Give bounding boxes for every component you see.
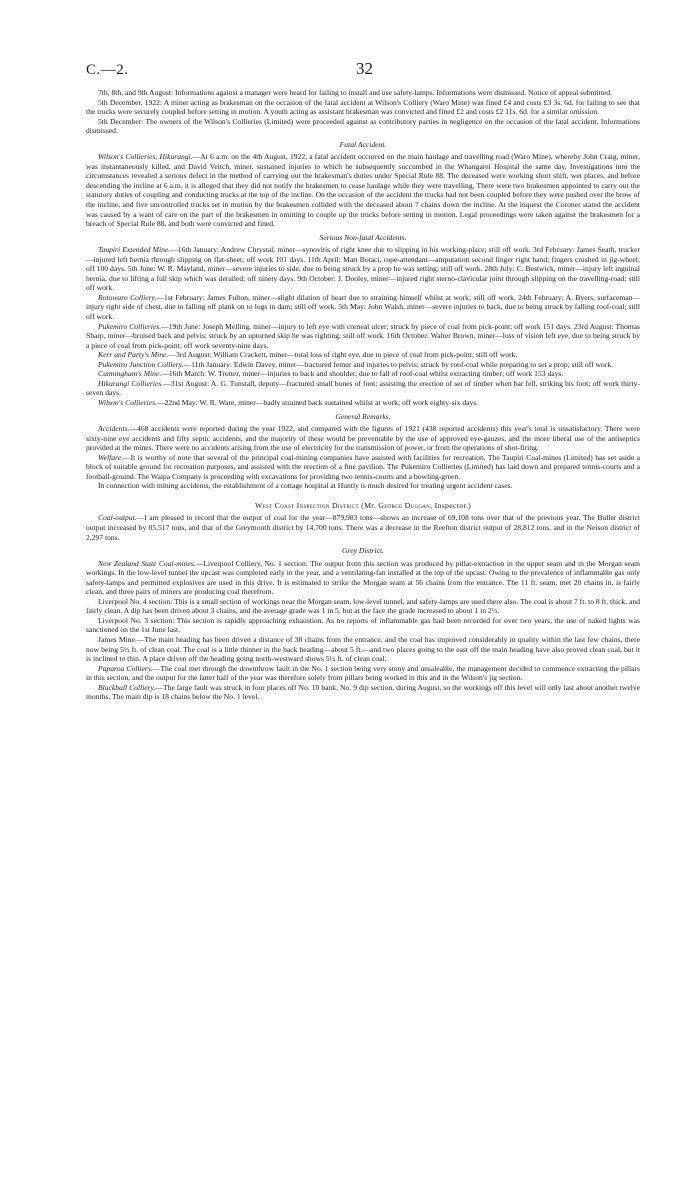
list-item [86,664,640,683]
section-heading-nonfatal: Serious Non-fatal Accidents. [319,232,407,242]
list-item [86,369,640,379]
district-name: West Coast Inspection District [254,500,359,510]
list-item [86,398,640,408]
item-text: Liverpool No. 3 section: This section is rapidly approaching exhaustion. As no reports of inflammable gas had been recorded for over two years, the use of naked lights was sanctioned on the 1st June last. [86,615,640,635]
item-text: —3rd August: William Crackett, miner—total loss of right eye, due to piece of coal from pick-point; still off work. [168,350,518,360]
item-lead: Cunningham's Mine. [98,369,162,379]
list-item [86,379,640,398]
document-reference: C.—2. [86,62,129,78]
paragraph-lead: Wilson's Collieries, Hikurangi. [98,152,193,162]
list-item [86,559,640,597]
paragraph: 7th, 8th, and 9th August: Informations against a manager were heard for failing to install and use safety-lamps. Informations were dismissed. Notice of appeal submitted. [98,88,612,97]
item-lead: Welfare. [98,452,123,462]
item-lead: Paparoa Colliery. [98,663,153,673]
item-text: —22nd May: W. R. Ware, miner—badly strained back sustained whilst at work; off work eighty-six days. [157,397,479,407]
list-item [86,683,640,702]
item-lead: Rotowaro Colliery. [98,292,157,302]
item-text: —The coal met through the downthrow fault in the No. 1 section being very stony and unsaleable, the management decided to commence extracting the pillars in this section, and the output for the latter half of the year was therefore solely from pillars being worked in this and in the Wilson's jig section. [86,663,641,683]
district-title [86,501,640,511]
list-item [86,350,640,360]
paragraph-body: —I am pleased to record that the output of coal for the year—879,983 tons—shows an increase of 69,108 tons over that of the previous year. The Buller district output increased by 85,517 tons, and that of the Greymouth district by 14,700 tons. There was a decrease in the Reefton district output of 28,812 tons, and in the Neison district of 2,297 tons. [86,513,640,542]
fatal-accident-paragraph [86,152,640,228]
paragraph-lead: Coal-output. [98,513,137,523]
list-item [86,293,640,322]
item-lead: Taupiri Extended Mine. [98,245,171,255]
list-item [86,481,640,491]
item-text: —16th January: Andrew Chrystal, miner—synovitis of right knee due to slipping in his working-place; still off work. 3rd February: James Seath, trucker—injured left hernia through slipping on flat-sheet; off work 101 days. 11th April: Matt Botaci, rope-attendant—amputation second finger right hand; fingers crushed in jig-wheel; off 100 days. 5th June: W. R. Mayland, miner—severe injuries to side, due to being struck by a prop he was setting; still off work. 28th July: C. Bestwick, miner—injury left inguinal hernia, due to lifting a full skip which was derailed; off ninety days. 9th October: J. Dooley, miner—injured right sterno-clavicular joint through slipping on the travelling-road; still off work. [86,245,640,293]
paragraph: 5th December, 1922: A miner acting as brakesman on the occasion of the fatal accident at Wilson's Colliery (Waro Mine) was fined £4 and costs £3 3s. 6d. for failing to see that the trucks were securely coupled before setting in motion. A youth acting as assistant brakesman was convicted and fined £2 and costs £2 11s. 6d. for a similar omission. [86,97,640,117]
item-text: —The large fault was struck in four places off No. 10 bank, No. 9 dip section, during August, so the workings off this level will only last about another twelve months. The main dip is 18 chains below the No. 1 level. [86,682,640,702]
title-prefix: (Mr. [361,500,379,510]
list-item [86,453,640,482]
paragraph: 5th December: The owners of the Wilson's Collieries (Limited) were proceeded against as contributory parties in negligence on the occasion of the fatal accident. Informations dismissed. [86,116,640,136]
item-text: Liverpool No. 4 section: This is a small section of workings near the Morgan seam, low-level tunnel, and safety-lamps are used there also. The coal is about 7 ft. to 8 ft. thick, and fairly clean. A dip has been driven about 3 chains, and the average grade was 1 in 5, but at the face the grade increased to about 1 in 2½. [86,596,640,616]
item-text: —16th March: W. Trotter, miner—injuries to back and shoulder, due to fall of roof-coal whilst extracting timber; off work 153 days. [161,369,564,379]
item-lead: Pukemiro Junction Colliery. [98,359,184,369]
item-lead: Kerr and Party's Mine. [98,350,169,360]
section-heading-fatal: Fatal Accident. [339,139,387,149]
list-item [86,635,640,664]
item-lead: Blackball Colliery. [98,682,156,692]
item-lead: Wilson's Collieries. [98,397,158,407]
section-heading-grey: Grey District. [342,546,384,556]
list-item [86,424,640,453]
item-lead: Hikurangi Collieries. [98,378,164,388]
list-item [86,597,640,616]
item-text: —19th June: Joseph Melling, miner—injury to left eye with corneal ulcer; struck by piece of coal from pick-point; off work 151 days. 23rd August: Thomas Sharp, miner—bruised back and pelvis; struck by an upturned skip he was righting; still off work. 16th October: Walter Brown, miner—loss of vision left eye, due to being struck by a piece of coal from pick-point; off work seventy-nine days. [86,321,640,350]
nonfatal-list [86,245,640,407]
item-text: —Liverpool Colliery, No. 1 section: The output from this section was produced by pillar-extraction in the upper seam and in the Morgan seam workings. In the low-level tunnel the upcast was completed early in the year, and a ventilating-fan installed at the top of the upcast. Owing to the prevalence of inflammable gas only safety-lamps and permitted explosives are used in this drive. It is estimated to strike the Morgan seam at 56 chains from the entrance. The 11 ft. seam, met 20 chains in, is fairly clean, and three pairs of miners are producing coal therefrom. [86,558,640,597]
title-suffix: , Inspector.) [430,500,472,510]
list-item [86,360,640,370]
page-number: 32 [356,59,373,78]
section-heading-general: General Remarks. [335,411,391,421]
item-text: James Mine.—The main heading has been driven a distance of 38 chains from the entrance, and the coal has improved considerably in quality within the last few chains, there now being 5½ ft. of clean coal. The coal is a little thinner in the back heading—about 5 ft.—and two places going to the east off the main heading have also proved clean coal, but it is inclined to thin. A place driven off the heading going north-westward shows 5½ ft. of clean coal. [86,634,640,664]
item-text: —It is worthy of note that several of the principal coal-mining companies have assisted with facilities for recreation. The Taupiri Coal-mines (Limited) has set aside a block of suitable ground for recreation purposes, and assisted with the erection of a fine pavilion. The Pukemiro Collieries (Limited) has laid down and prepared tennis-courts and a football-ground. The Waipa Company is proceeding with excavations for providing two tennis-courts and a bowling-green. [86,452,640,481]
item-lead: New Zealand State Coal-mines. [98,558,196,568]
coal-output-paragraph [86,513,640,542]
item-text: In connection with mining accidents, the establishment of a cottage hospital at Huntly is much desired for treating urgent accident cases. [98,481,513,491]
item-text: —11th January: Edwin Davey, miner—fractured femur and injuries to pelvis; struck by roof-coal while preparing to set a prop; still off work. [183,359,614,369]
item-text: —31st August: A. G. Tunstall, deputy—fractured small bones of foot; assisting the erection of set of timber when bar fell, striking his foot; off work thirty-seven days. [86,378,641,398]
list-item [86,616,640,635]
paragraph-body: —At 6 a.m. on the 4th August, 1922, a fatal accident occurred on the main haulage and travelling road (Waro Mine), whereby John Craig, miner, was instantaneously killed, and David Veitch, miner, sustained injuries to which he subsequently succumbed in the Whangarei Hospital the same day. Investigations into the circumstances revealed a serious defect in the method of carrying out the brakesman's duties under Special Rule 88. The deceased were working short shift, wet places, and before descending the incline at 6 a.m. it is alleged that they did not notify the brakesmen to cease haulage while they were travelling. There were two brakesmen appointed to carry out the statutory duties of coupling and conducting trucks at the top of the incline. On the occasion of the accident the trucks had not been coupled before they were pushed over the brow of the incline, and five uncontrolled trucks set in motion by the brakesmen collided with the deceased about 7 chains down the incline. At the inquest the Coroner stated the accident was caused by a want of care on the part of the brakesmen in omitting to couple up the trucks before setting in motion. Legal proceedings were taken against the brakesmen for a breach of Special Rule 88, and both were convicted and fined. [86,152,640,229]
inspector-name: George Duggan [378,500,431,510]
item-lead: Accidents. [98,424,130,434]
list-item [86,322,640,351]
list-item [86,245,640,293]
item-text: —468 accidents were reported during the year 1922, and compared with the figures of 1921 (438 reported accidents) this year's total is unsatisfactory. There were sixty-nine eye accidents and fifty septic accidents, and the majority of these would be preventable by the use of approved eye-gauzes, and the more liberal use of the antiseptics provided at the mines. There were no accidents arising from the use of electricity for the transmission of power, or from the operations of shot-firing. [86,424,640,453]
item-lead: Pukemiro Collieries. [98,321,162,331]
item-text: —1st February: James Fulton, miner—slight dilation of heart due to straining himself whilst at work; still off work. 24th February: A. Byers, surfaceman—injury right side of chest, due to falling off plank on to logs in dam; still off work. 5th May: John Walsh, miner—severe injuries to back, due to being struck by falling roof-coal; still off work. [86,292,640,322]
page-header [86,60,640,88]
